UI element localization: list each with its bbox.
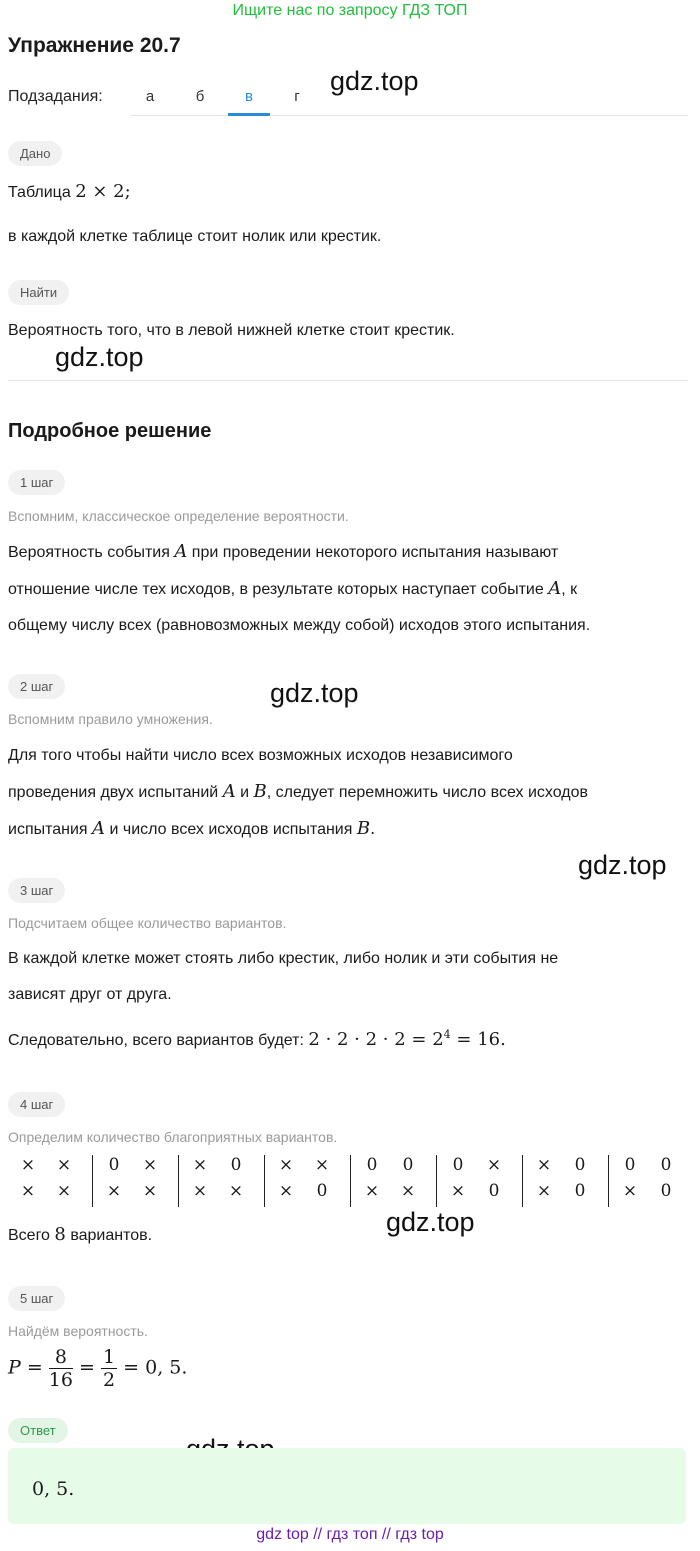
find-text: Вероятность того, что в левой нижней клетке стоит крестик. bbox=[8, 322, 455, 339]
step-4-hint: Определим количество благоприятных вариантов. bbox=[8, 1129, 338, 1145]
step-2-pill: 2 шаг bbox=[8, 674, 65, 699]
step-5-hint: Найдём вероятность. bbox=[8, 1323, 148, 1339]
fraction-8-16: $\frac{8}{16}$ bbox=[48, 1346, 73, 1391]
step-2-text: Для того чтобы найти число всех возможных исходов независимого проведения двух испытаний A и B, следует перемножить число всех исходов испытания A и число всех исходов испытания B. bbox=[8, 747, 588, 839]
grid-cell: 0 bbox=[574, 1155, 586, 1175]
watermark: gdz.top bbox=[386, 1207, 475, 1237]
grid-cell: × bbox=[228, 1181, 244, 1201]
watermark: gdz.top bbox=[578, 850, 667, 880]
step-4-pill: 4 шаг bbox=[8, 1092, 65, 1117]
answer-box bbox=[8, 1448, 686, 1524]
grid-cell: × bbox=[56, 1181, 72, 1201]
step-2-hint: Вспомним правило умножения. bbox=[8, 711, 213, 727]
grid-cell: 0 bbox=[452, 1155, 464, 1175]
step-1-pill: 1 шаг bbox=[8, 470, 65, 495]
step-4-total: Всего 8 вариантов. bbox=[8, 1224, 153, 1245]
grid-separator bbox=[92, 1155, 93, 1207]
solution-heading: Подробное решение bbox=[8, 420, 212, 442]
answer-value: 0, 5. bbox=[32, 1478, 75, 1500]
subtasks-label: Подзадания: bbox=[8, 88, 103, 105]
grid-separator bbox=[436, 1155, 437, 1207]
footer-links[interactable]: gdz top // гдз топ // гдз top bbox=[256, 1526, 444, 1543]
active-tab-indicator bbox=[228, 113, 270, 116]
grid-cell: × bbox=[364, 1181, 380, 1201]
grid-cell: × bbox=[192, 1181, 208, 1201]
grid-cell: × bbox=[278, 1155, 294, 1175]
grid-cell: × bbox=[142, 1181, 158, 1201]
grid-cell: 0 bbox=[488, 1181, 500, 1201]
grid-cell: × bbox=[142, 1155, 158, 1175]
grid-cell: 0 bbox=[108, 1155, 120, 1175]
fraction-1-2: $\frac{1}{2}$ bbox=[103, 1346, 116, 1391]
step-5-pill: 5 шаг bbox=[8, 1286, 65, 1311]
step-3-text: В каждой клетке может стоять либо крестик, либо нолик и эти события не зависят друг от друга. bbox=[8, 950, 559, 1003]
step-1-hint: Вспомним, классическое определение вероятности. bbox=[8, 508, 349, 524]
grid-cell: 0 bbox=[230, 1155, 242, 1175]
tabs-divider bbox=[130, 115, 688, 116]
grid-separator bbox=[264, 1155, 265, 1207]
step-3-total: Следовательно, всего вариантов будет: $2 \cdot 2 \cdot 2 \cdot 2 = 2^4 = 16$. bbox=[8, 1028, 506, 1050]
grid-cell: × bbox=[20, 1181, 36, 1201]
page-title: Упражнение 20.7 bbox=[8, 34, 181, 57]
grid-separator bbox=[350, 1155, 351, 1207]
section-divider bbox=[8, 380, 688, 381]
grid-separator bbox=[608, 1155, 609, 1207]
grid-cell: 0 bbox=[402, 1155, 414, 1175]
grid-cell: × bbox=[622, 1181, 638, 1201]
grid-cell: 0 bbox=[660, 1181, 672, 1201]
grid-cell: 0 bbox=[366, 1155, 378, 1175]
grid-cell: × bbox=[192, 1155, 208, 1175]
tab-v[interactable]: в bbox=[245, 88, 253, 105]
grid-cell: × bbox=[400, 1181, 416, 1201]
probability-formula: P = $\frac{8}{16}$ = $\frac{1}{2}$ = 0, 5. bbox=[8, 1346, 188, 1391]
answer-pill: Ответ bbox=[8, 1418, 68, 1443]
find-pill: Найти bbox=[8, 280, 69, 305]
step-1-text: Вероятность события A при проведении некоторого испытания называют отношение числе тех исходов, в результате которых наступает событие A, к общему числу всех (равновозможных между собой) исходов этого испытания. bbox=[8, 541, 591, 634]
grid-separator bbox=[178, 1155, 179, 1207]
grid-cell: × bbox=[486, 1155, 502, 1175]
step-3-hint: Подсчитаем общее количество вариантов. bbox=[8, 915, 287, 931]
grid-cell: × bbox=[20, 1155, 36, 1175]
search-banner: Ищите нас по запросу ГДЗ ТОП bbox=[232, 2, 468, 19]
grid-cell: × bbox=[536, 1181, 552, 1201]
given-line-1: Таблица 2 × 2; bbox=[8, 181, 131, 202]
given-line-2: в каждой клетке таблице стоит нолик или крестик. bbox=[8, 228, 382, 245]
watermark: gdz.top bbox=[55, 342, 144, 372]
given-pill: Дано bbox=[8, 141, 62, 166]
grid-cell: × bbox=[106, 1181, 122, 1201]
grid-cell: 0 bbox=[624, 1155, 636, 1175]
grid-separator bbox=[522, 1155, 523, 1207]
grid-cell: × bbox=[278, 1181, 294, 1201]
grid-cell: × bbox=[536, 1155, 552, 1175]
grid-cell: 0 bbox=[316, 1181, 328, 1201]
grid-cell: × bbox=[56, 1155, 72, 1175]
grid-cell: × bbox=[314, 1155, 330, 1175]
tab-b[interactable]: б bbox=[195, 88, 205, 105]
grid-cell: 0 bbox=[660, 1155, 672, 1175]
grid-cell: 0 bbox=[574, 1181, 586, 1201]
grid-cell: × bbox=[450, 1181, 466, 1201]
tab-a[interactable]: а bbox=[145, 88, 155, 105]
watermark: gdz.top bbox=[270, 678, 359, 708]
tab-g[interactable]: г bbox=[294, 88, 300, 105]
watermark: gdz.top bbox=[330, 66, 419, 96]
step-3-pill: 3 шаг bbox=[8, 878, 65, 903]
